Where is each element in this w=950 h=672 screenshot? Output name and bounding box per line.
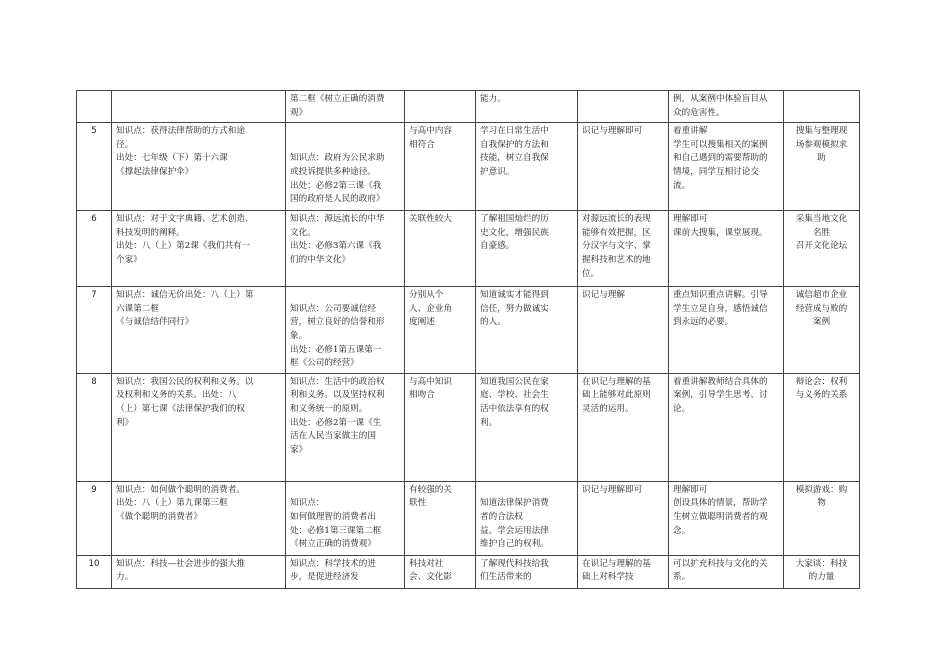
cell-text-line: 能力。: [480, 94, 506, 104]
cell-text-line: 学习在日常生活中: [480, 126, 549, 137]
cell-text-line: 知识点：公司要诚信经: [290, 303, 376, 314]
cell-text-line: 础上能够对此原则: [582, 390, 651, 401]
high-school-knowledge-cell: [286, 373, 405, 481]
table-body: [77, 91, 860, 589]
table-row: [77, 287, 860, 374]
cell-text-line: 度阐述: [409, 317, 435, 328]
cell-text-line: 知识点：源远流长的中华: [290, 214, 385, 225]
high-school-knowledge-cell: [286, 123, 405, 211]
cell-text-line: 与高中内容: [409, 126, 452, 137]
cell-text-line: 召开文化论坛: [795, 241, 848, 252]
requirement-cell: [578, 91, 669, 123]
cell-text-line: 重点知识重点讲解。引导: [673, 290, 768, 301]
knowledge-point-cell: [112, 91, 286, 123]
cell-text-line: 对源远流长的表现: [582, 214, 651, 225]
cell-text-line: 念。: [673, 525, 691, 536]
cell-text-line: 识记与理解: [582, 290, 625, 301]
cell-text-line: 力。: [116, 572, 134, 583]
cell-text-line: 活中依法享有的权: [480, 403, 549, 414]
cell-text-line: 《树立正确的消费观》: [290, 539, 376, 550]
cell-text-line: 着重讲解: [673, 126, 708, 137]
cell-text-line: 和义务统一的原则。: [290, 403, 368, 414]
teaching-method-cell: [669, 211, 784, 287]
cell-text-line: 相吻合: [409, 390, 435, 401]
row-number-cell: 9: [77, 481, 112, 555]
cell-text-line: 助: [817, 153, 826, 164]
cell-text-line: 关联性较大: [409, 214, 452, 225]
cell-text-line: 出处：八（上）第九课第三框: [116, 498, 228, 509]
cell-text-line: 的人。: [480, 317, 506, 328]
cell-text-line: 模拟游戏：购: [795, 484, 848, 495]
cell-text-line: 出处：必修1第五课第一: [290, 344, 382, 355]
row-number-cell: 10: [77, 555, 112, 588]
cell-text-line: 到永远的必要。: [673, 317, 734, 328]
cell-text-line: 众的危害性。: [673, 107, 725, 118]
high-school-knowledge-cell: [286, 481, 405, 555]
cell-text-line: 人、企业角: [409, 303, 452, 314]
cell-text-line: 出处：八（上）第2课《我们共有一: [116, 241, 251, 252]
requirement-cell: [578, 373, 669, 481]
table-row: [77, 481, 860, 555]
cell-text-line: 握科技和艺术的地: [582, 254, 651, 265]
cell-text-line: 文化。: [290, 227, 316, 238]
cell-text-line: 诚信超市企业: [795, 290, 848, 301]
cell-text-line: 护意识。: [480, 166, 515, 177]
high-school-knowledge-cell: [286, 211, 405, 287]
cell-text-line: 利。: [480, 417, 498, 428]
row-number-cell: 7: [77, 287, 112, 374]
cell-text-line: 信任，努力做诚实: [480, 303, 549, 314]
activity-cell: [784, 91, 860, 123]
teaching-method-cell: [669, 287, 784, 374]
cell-text-line: 维护自己的权利。: [480, 539, 549, 550]
cell-text-line: 有较强的关: [409, 484, 452, 495]
cell-text-line: 出处：必修2第三课《我: [290, 180, 382, 191]
requirement-cell: [578, 287, 669, 374]
activity-cell: [784, 123, 860, 211]
cell-text-line: 知识点：对于文字典籍、艺术创造、: [116, 214, 254, 225]
cell-text-line: 利》: [116, 417, 134, 428]
cell-text-line: 采集当地文化: [795, 214, 848, 225]
activity-cell: [784, 481, 860, 555]
knowledge-point-cell: [112, 373, 286, 481]
cell-text-line: 个家》: [116, 254, 142, 265]
goal-cell: [476, 123, 578, 211]
cell-text-line: 经营成与败的: [795, 303, 848, 314]
cell-text-line: 识记与理解即可: [582, 126, 643, 137]
cell-text-line: 知道法律保护消费: [480, 498, 549, 509]
table-row: [77, 555, 860, 588]
cell-text-line: 《做个聪明的消费者》: [116, 511, 202, 522]
table-row: [77, 211, 860, 287]
cell-text-line: 处：必修1第三课第二框: [290, 525, 382, 536]
cell-text-line: 能够有效把握，区: [582, 227, 651, 238]
cell-text-line: 知识点：: [290, 498, 325, 509]
cell-text-line: 《与诚信结伴同行》: [116, 317, 194, 328]
cell-text-line: 大家谈：科技: [795, 558, 848, 569]
cell-text-line: [290, 139, 400, 153]
cell-text-line: 《撑起法律保护伞》: [116, 166, 194, 177]
cell-text-line: 学生立足自身，感悟诚信: [673, 303, 768, 314]
cell-text-line: 知识点：获得法律帮助的方式和途: [116, 126, 245, 137]
table-row: [77, 123, 860, 211]
cell-text-line: 科技对社: [409, 558, 444, 569]
cell-text-line: 位。: [582, 268, 600, 279]
cell-text-line: 或投诉提供多种途径。: [290, 166, 376, 177]
knowledge-point-cell: [112, 481, 286, 555]
cell-text-line: 物: [817, 498, 826, 509]
goal-cell: [476, 287, 578, 374]
cell-text-line: 了解现代科技给我: [480, 558, 549, 569]
relation-cell: [405, 91, 476, 123]
cell-text-line: 者的合法权: [480, 511, 523, 522]
cell-text-line: 象。: [290, 330, 308, 341]
knowledge-point-cell: [112, 211, 286, 287]
high-school-knowledge-cell: [286, 555, 405, 588]
curriculum-table: [76, 90, 860, 589]
cell-text-line: 步，是促进经济发: [290, 572, 359, 583]
cell-text-line: 益。学会运用法律: [480, 525, 549, 536]
relation-cell: [405, 555, 476, 588]
cell-text-line: 名胜: [812, 227, 831, 238]
row-number-cell: 6: [77, 211, 112, 287]
cell-text-line: 史文化，增强民族: [480, 227, 549, 238]
requirement-cell: [578, 211, 669, 287]
cell-text-line: 流。: [673, 180, 691, 191]
cell-text-line: 营，树立良好的信誉和形: [290, 317, 385, 328]
cell-text-line: 们的中华文化》: [290, 254, 351, 265]
cell-text-line: 在识记与理解的基: [582, 558, 651, 569]
cell-text-line: 们生活带来的: [480, 572, 532, 583]
teaching-method-cell: [669, 91, 784, 123]
cell-text-line: 科技发明的阐释。: [116, 227, 185, 238]
cell-text-line: 如何做理智的消费者出: [290, 511, 376, 522]
cell-text-line: 自豪感。: [480, 241, 515, 252]
goal-cell: [476, 211, 578, 287]
cell-text-line: 活在人民当家做主的国: [290, 431, 376, 442]
cell-text-line: 理解即可: [673, 214, 708, 225]
cell-text-line: 案例: [812, 317, 831, 328]
cell-text-line: 情境，同学互相讨论交: [673, 166, 759, 177]
cell-text-line: 国的政府是人民的政府》: [290, 194, 385, 205]
cell-text-line: 在识记与理解的基: [582, 376, 651, 387]
cell-text-line: （上）第七课《法律保护我们的权: [116, 403, 245, 414]
cell-text-line: 出处：必修2第一课《生: [290, 417, 382, 428]
row-number-cell: 8: [77, 373, 112, 481]
cell-text-line: 案例，引导学生思考、讨: [673, 390, 768, 401]
cell-text-line: 知道诚实才能得到: [480, 290, 549, 301]
cell-text-line: 可以扩充科技与文化的关: [673, 558, 768, 569]
relation-cell: [405, 373, 476, 481]
cell-text-line: 第二框《树立正确的消费: [290, 94, 385, 104]
cell-text-line: 技能，树立自我保: [480, 153, 549, 164]
cell-text-line: 六课第二框: [116, 303, 159, 314]
cell-text-line: 框《公司的经营》: [290, 358, 359, 369]
cell-text-line: 知识点：科学技术的进: [290, 558, 376, 569]
cell-text-line: 础上对科学技: [582, 572, 634, 583]
activity-cell: [784, 287, 860, 374]
cell-text-line: 场参观模拟求: [795, 139, 848, 150]
cell-text-line: 分别从个: [409, 290, 444, 301]
cell-text-line: [290, 125, 400, 139]
requirement-cell: [578, 481, 669, 555]
cell-text-line: 及权利和义务的关系。出处：八: [116, 390, 237, 401]
table-row: [77, 91, 860, 123]
cell-text-line: 会、文化影: [409, 572, 452, 583]
cell-text-line: 灵活的运用。: [582, 403, 634, 414]
cell-text-line: 与高中知识: [409, 376, 452, 387]
teaching-method-cell: [669, 481, 784, 555]
cell-text-line: [480, 484, 573, 498]
table-row: [77, 373, 860, 481]
cell-text-line: 知识点：诚信无价出处：八（上）第: [116, 290, 254, 301]
relation-cell: [405, 211, 476, 287]
cell-text-line: 例，从案例中体验盲目从: [673, 94, 768, 104]
relation-cell: [405, 481, 476, 555]
cell-text-line: 辩论会：权利: [795, 376, 848, 387]
cell-text-line: 分汉字与文字、掌: [582, 241, 651, 252]
requirement-cell: [578, 123, 669, 211]
cell-text-line: 理解即可: [673, 484, 708, 495]
cell-text-line: 的力量: [808, 572, 835, 583]
cell-text-line: 系。: [673, 572, 691, 583]
activity-cell: [784, 211, 860, 287]
cell-text-line: 知识点：如何做个聪明的消费者。: [116, 484, 245, 495]
cell-text-line: 与义务的关系: [795, 390, 848, 401]
teaching-method-cell: [669, 123, 784, 211]
cell-text-line: 知识点：科技—社会进步的强大推: [116, 558, 245, 569]
teaching-method-cell: [669, 555, 784, 588]
cell-text-line: 了解祖国灿烂的历: [480, 214, 549, 225]
cell-text-line: 出处：必修3第六课《我: [290, 241, 382, 252]
cell-text-line: 利和义务。以及坚持权利: [290, 390, 385, 401]
cell-text-line: 和自己遇到的需要帮助的: [673, 153, 768, 164]
cell-text-line: 识记与理解即可: [582, 484, 643, 495]
knowledge-point-cell: [112, 287, 286, 374]
cell-text-line: 知道我国公民在家: [480, 376, 549, 387]
row-number-cell: 5: [77, 123, 112, 211]
cell-text-line: 知识点：生活中的政治权: [290, 376, 385, 387]
row-number-cell: [77, 91, 112, 123]
knowledge-point-cell: [112, 555, 286, 588]
cell-text-line: 家》: [290, 444, 308, 455]
teaching-method-cell: [669, 373, 784, 481]
relation-cell: [405, 287, 476, 374]
cell-text-line: [290, 289, 400, 303]
cell-text-line: 知识点：我国公民的权利和义务。以: [116, 376, 254, 387]
goal-cell: [476, 373, 578, 481]
cell-text-line: 课前大搜集，课堂展现。: [673, 227, 768, 238]
cell-text-line: 论。: [673, 403, 691, 414]
cell-text-line: 径。: [116, 139, 134, 150]
goal-cell: [476, 91, 578, 123]
activity-cell: [784, 373, 860, 481]
relation-cell: [405, 123, 476, 211]
cell-text-line: 出处：七年级（下）第十六课: [116, 153, 228, 164]
high-school-knowledge-cell: [286, 287, 405, 374]
cell-text-line: 庭、学校、社会生: [480, 390, 549, 401]
cell-text-line: 生树立做聪明消费者的观: [673, 511, 768, 522]
cell-text-line: 相符合: [409, 139, 435, 150]
cell-text-line: 搜集与整理现: [795, 126, 848, 137]
cell-text-line: 着重讲解教师结合具体的: [673, 376, 768, 387]
activity-cell: [784, 555, 860, 588]
cell-text-line: 知识点：政府为公民求助: [290, 153, 385, 164]
goal-cell: [476, 555, 578, 588]
cell-text-line: 创设具体的情景，帮助学: [673, 498, 768, 509]
cell-text-line: [290, 484, 400, 498]
knowledge-point-cell: [112, 123, 286, 211]
cell-text-line: 观》: [290, 107, 308, 118]
cell-text-line: 自我保护的方法和: [480, 139, 549, 150]
requirement-cell: [578, 555, 669, 588]
high-school-knowledge-cell: [286, 91, 405, 123]
cell-text-line: 学生可以搜集相关的案例: [673, 139, 768, 150]
goal-cell: [476, 481, 578, 555]
cell-text-line: 联性: [409, 498, 427, 509]
